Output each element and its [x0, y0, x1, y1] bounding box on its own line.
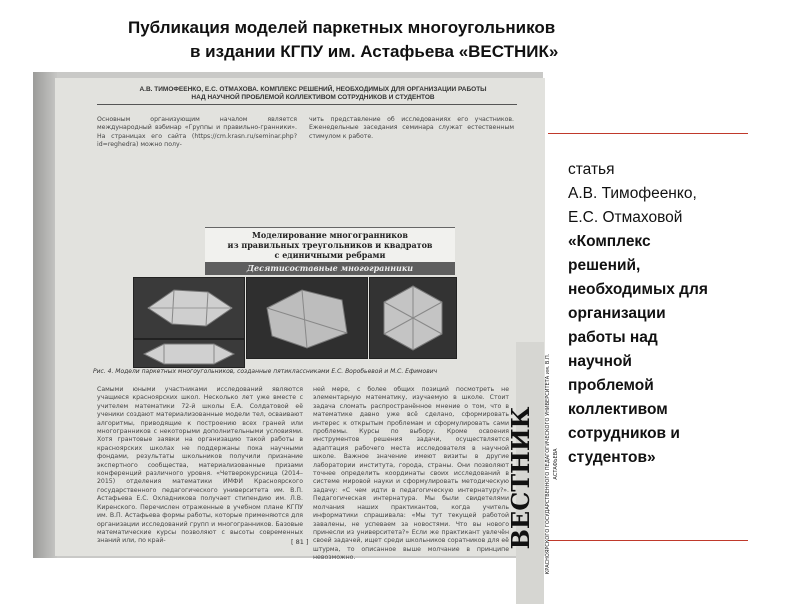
- polyhedron-photo-2: [133, 339, 245, 368]
- article-title-line: сотрудников и: [568, 425, 680, 442]
- polyhedron-photo-1: [133, 277, 245, 339]
- running-header-line-2: НАД НАУЧНОЙ ПРОБЛЕМОЙ КОЛЛЕКТИВОМ СОТРУДНИКОВ И СТУДЕНТОВ: [191, 94, 435, 101]
- text-column-2-top: чить представление об исследованиях его участников. Еженедельные заседания семинара служат естественным стимулом к работе.: [309, 116, 514, 140]
- spine-subtitle: КРАСНОЯРСКОГО ГОСУДАРСТВЕННОГО ПЕДАГОГИЧЕСКОГО УНИВЕРСИТЕТА им. В.П. АСТАФЬЕВА: [545, 353, 559, 575]
- inset-title: [205, 227, 455, 263]
- article-reference: [568, 158, 768, 470]
- article-title-line: студентов»: [568, 449, 656, 466]
- page-number: [ 81 ]: [291, 538, 309, 546]
- book-gutter-shadow: [33, 72, 57, 558]
- article-ref-line-1: статья: [568, 161, 615, 178]
- polyhedron-model-image: [370, 278, 456, 358]
- article-title-line: работы над: [568, 329, 658, 346]
- figure-caption: Рис. 4. Модели паркетных многоугольников, созданные пятиклассниками Е.С. Воробьевой и М.С. Ефимович: [93, 368, 438, 375]
- header-rule: [97, 104, 517, 105]
- text-column-1-top: Основным организующим началом является международный вэбинар «Группы и правильно-гранники». На страницах его сайта (https://cm.krasn.ru/seminar.php?id=reghedra) можно полу-: [97, 116, 297, 149]
- polyhedron-photo-3: [246, 277, 368, 359]
- journal-page-scan: [33, 72, 559, 575]
- article-title-line: необходимых для: [568, 281, 708, 298]
- divider-bottom: [548, 540, 748, 541]
- running-header-line-1: А.В. ТИМОФЕЕНКО, Е.С. ОТМАХОВА. КОМПЛЕКС РЕШЕНИЙ, НЕОБХОДИМЫХ ДЛЯ ОРГАНИЗАЦИИ РАБОТЫ: [139, 86, 487, 93]
- running-header: [113, 86, 513, 102]
- article-ref-line-2: А.В. Тимофеенко,: [568, 185, 697, 202]
- article-title-line: научной: [568, 353, 632, 370]
- article-ref-line-3: Е.С. Отмаховой: [568, 209, 683, 226]
- article-title-line: «Комплекс: [568, 233, 651, 250]
- inset-title-line-3: с единичными ребрами: [274, 250, 386, 260]
- spine-title: ВЕСТНИК: [506, 406, 535, 550]
- text-column-1-bottom: Самыми юными участниками исследований являются учащиеся красноярских школ. Несколько лет уже вместе с учителем математики 72-й школы Е.А. Солдатовой её ученики создают материализованные модели тел, осваивают алгоритмы, приводящие к построению всех граней или многогранников с некоторыми дополнительными условиями. Хотя грантовые заявки на организацию такой работы в красноярских школах не поддержаны пока научными фондами, результаты школьников получили признание экспертного сообщества, материализованные призами конференций различного уровня. «Четверокурсница (2014–2015) отделения математики ИМФИ Красноярского государственного педагогического университета им. В.П. Астафьева Е.С. Охладникова получает стипендию им. Л.В. Киренского. Перечислен отраженные в учебном плане КГПУ им. В.П. Астафьева формы работы, которые применяются для организации исследований групп и многогранников. Базовые математические курсы позволяют с высоты современных знаний или, по край-: [97, 386, 303, 545]
- slide-title-line-1: Публикация моделей паркетных многоугольников: [128, 18, 556, 37]
- article-title-line: организации: [568, 305, 666, 322]
- article-title-line: решений,: [568, 257, 641, 274]
- inset-subtitle: Десятисоставные многогранники: [205, 262, 455, 275]
- text-column-2-bottom: ней мере, с более общих позиций посмотреть не элементарную математику, изучаемую в школе. Стоит задача сломать распространённое мнение о том, что в математике давно уже всё сделано, сформировать интерес к открытым проблемам и сформулировать сами проблемы. Курсы по выбору. Кроме освоения инструментов решения задачи, осуществляется адаптация рабочего места исследователя в научной школе. Важное значение имеют визиты в другие лаборатории института, города, страны. Они позволяют точнее определить координаты своих исследований в системе мировой науки и сформулировать методическую задачу: «С чем идти в педагогическую интернатуру?». Педагогическая интернатура. Мы были свидетелями молчания наших практикантов, когда учитель информатики спрашивала: «Мы тут текущей работой завалены, не успеваем за новостями. Что вы нового принесли из университета?» Если же практикант увлечён своей задачей, ищет среди школьников соратников для её штурма, то описанное выше молчание в принципе невозможно.: [313, 386, 509, 562]
- polyhedron-model-image: [247, 278, 367, 358]
- article-title-line: проблемой: [568, 377, 654, 394]
- article-title-line: коллективом: [568, 401, 668, 418]
- polyhedron-photo-4: [369, 277, 457, 359]
- slide-title-line-2: в издании КГПУ им. Астафьева «ВЕСТНИК»: [190, 42, 559, 61]
- polyhedron-model-image: [134, 340, 244, 367]
- journal-spine: [506, 342, 559, 604]
- divider-top: [548, 133, 748, 134]
- inset-title-line-2: из правильных треугольников и квадратов: [227, 240, 433, 250]
- polyhedron-model-image: [134, 278, 244, 338]
- inset-title-line-1: Моделирование многогранников: [252, 230, 408, 240]
